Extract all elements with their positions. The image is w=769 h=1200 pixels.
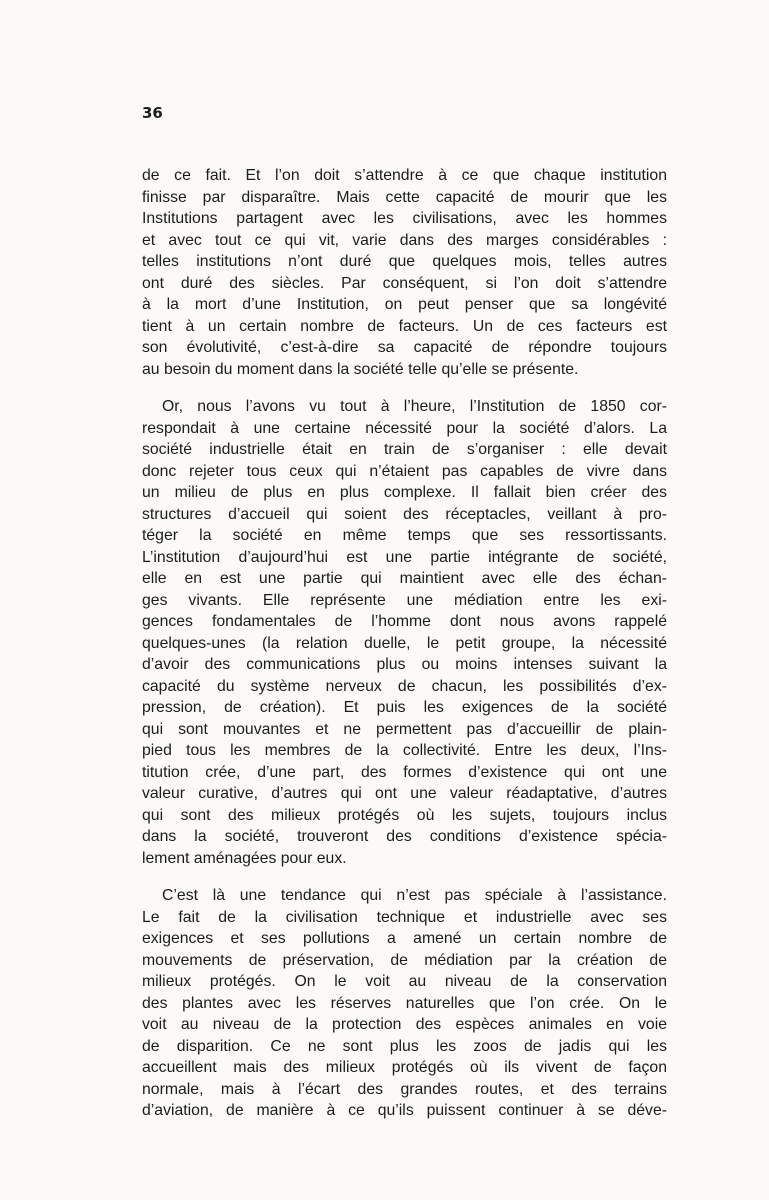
text-line: mouvements de préservation, de médiation par la création de <box>142 951 667 969</box>
text-line: structures d’accueil qui soient des réceptacles, veillant à pro- <box>142 505 667 523</box>
text-line: qui sont mouvantes et ne permettent pas d’accueillir de plain- <box>142 720 667 738</box>
text-line: donc rejeter tous ceux qui n’étaient pas capables de vivre dans <box>142 462 667 480</box>
text-line: L’institution d’aujourd’hui est une partie intégrante de société, <box>142 548 667 566</box>
text-line: qui sont des milieux protégés où les sujets, toujours inclus <box>142 806 667 824</box>
text-line: d’avoir des communications plus ou moins intenses suivant la <box>142 656 667 673</box>
text-line: société industrielle était en train de s’organiser : elle devait <box>142 441 667 458</box>
text-line: finisse par disparaître. Mais cette capacité de mourir que les <box>142 188 667 206</box>
text-line: voit au niveau de la protection des espèces animales en voie <box>142 1016 667 1033</box>
text-line: valeur curative, d’autres qui ont une valeur réadaptative, d’autres <box>142 785 667 802</box>
page-number: 36 <box>142 104 163 122</box>
text-line: à la mort d’une Institution, on peut penser que sa longévité <box>142 296 667 313</box>
text-line: pied tous les membres de la collectivité. Entre les deux, l’Ins- <box>142 742 667 759</box>
text-line: telles institutions n’ont duré que quelques mois, telles autres <box>142 253 667 270</box>
text-line: d’aviation, de manière à ce qu’ils puissent continuer à se déve- <box>142 1102 667 1119</box>
text-line: Le fait de la civilisation technique et industrielle avec ses <box>142 908 667 926</box>
text-line: pression, de création). Et puis les exigences de la société <box>142 699 667 716</box>
paragraph <box>142 885 667 1122</box>
text-line: ges vivants. Elle représente une médiation entre les exi- <box>142 591 667 609</box>
text-line: normale, mais à l’écart des grandes routes, et des terrains <box>142 1080 667 1098</box>
text-line: son évolutivité, c’est-à-dire sa capacité de répondre toujours <box>142 339 667 356</box>
text-line: de ce fait. Et l’on doit s’attendre à ce que chaque institution <box>142 167 667 184</box>
text-line: dans la société, trouveront des conditions d’existence spécia- <box>142 828 667 845</box>
text-line: C’est là une tendance qui n’est pas spéciale à l’assistance. <box>162 887 667 904</box>
paragraph <box>142 396 667 869</box>
text-line: accueillent mais des milieux protégés où ils vivent de façon <box>142 1059 667 1076</box>
body-text <box>142 165 667 1138</box>
text-line: Institutions partagent avec les civilisations, avec les hommes <box>142 210 667 227</box>
text-line: quelques-unes (la relation duelle, le petit groupe, la nécessité <box>142 634 667 652</box>
text-line: gences fondamentales de l’homme dont nous avons rappelé <box>142 613 667 630</box>
text-line: un milieu de plus en plus complexe. Il fallait bien créer des <box>142 484 667 501</box>
paragraph <box>142 165 667 380</box>
text-line: elle en est une partie qui maintient avec elle des échan- <box>142 570 667 587</box>
text-line: de disparition. Ce ne sont plus les zoos de jadis qui les <box>142 1037 667 1055</box>
text-line: respondait à une certaine nécessité pour la société d’alors. La <box>142 419 667 437</box>
text-line: exigences et ses pollutions a amené un certain nombre de <box>142 930 667 947</box>
text-line: capacité du système nerveux de chacun, les possibilités d’ex- <box>142 677 667 695</box>
text-line: au besoin du moment dans la société telle qu’elle se présente. <box>142 360 579 378</box>
text-line: titution crée, d’une part, des formes d’existence qui ont une <box>142 763 667 781</box>
text-line: et avec tout ce qui vit, varie dans des marges considérables : <box>142 231 667 249</box>
text-line: Or, nous l’avons vu tout à l’heure, l’Institution de 1850 cor- <box>162 398 667 415</box>
text-line: ont duré des siècles. Par conséquent, si l’on doit s’attendre <box>142 274 667 292</box>
text-line: des plantes avec les réserves naturelles que l’on crée. On le <box>142 994 667 1012</box>
text-line: lement aménagées pour eux. <box>142 849 347 867</box>
text-line: tient à un certain nombre de facteurs. Un de ces facteurs est <box>142 317 667 335</box>
text-line: téger la société en même temps que ses ressortissants. <box>142 527 667 544</box>
text-line: milieux protégés. On le voit au niveau de la conservation <box>142 973 667 990</box>
